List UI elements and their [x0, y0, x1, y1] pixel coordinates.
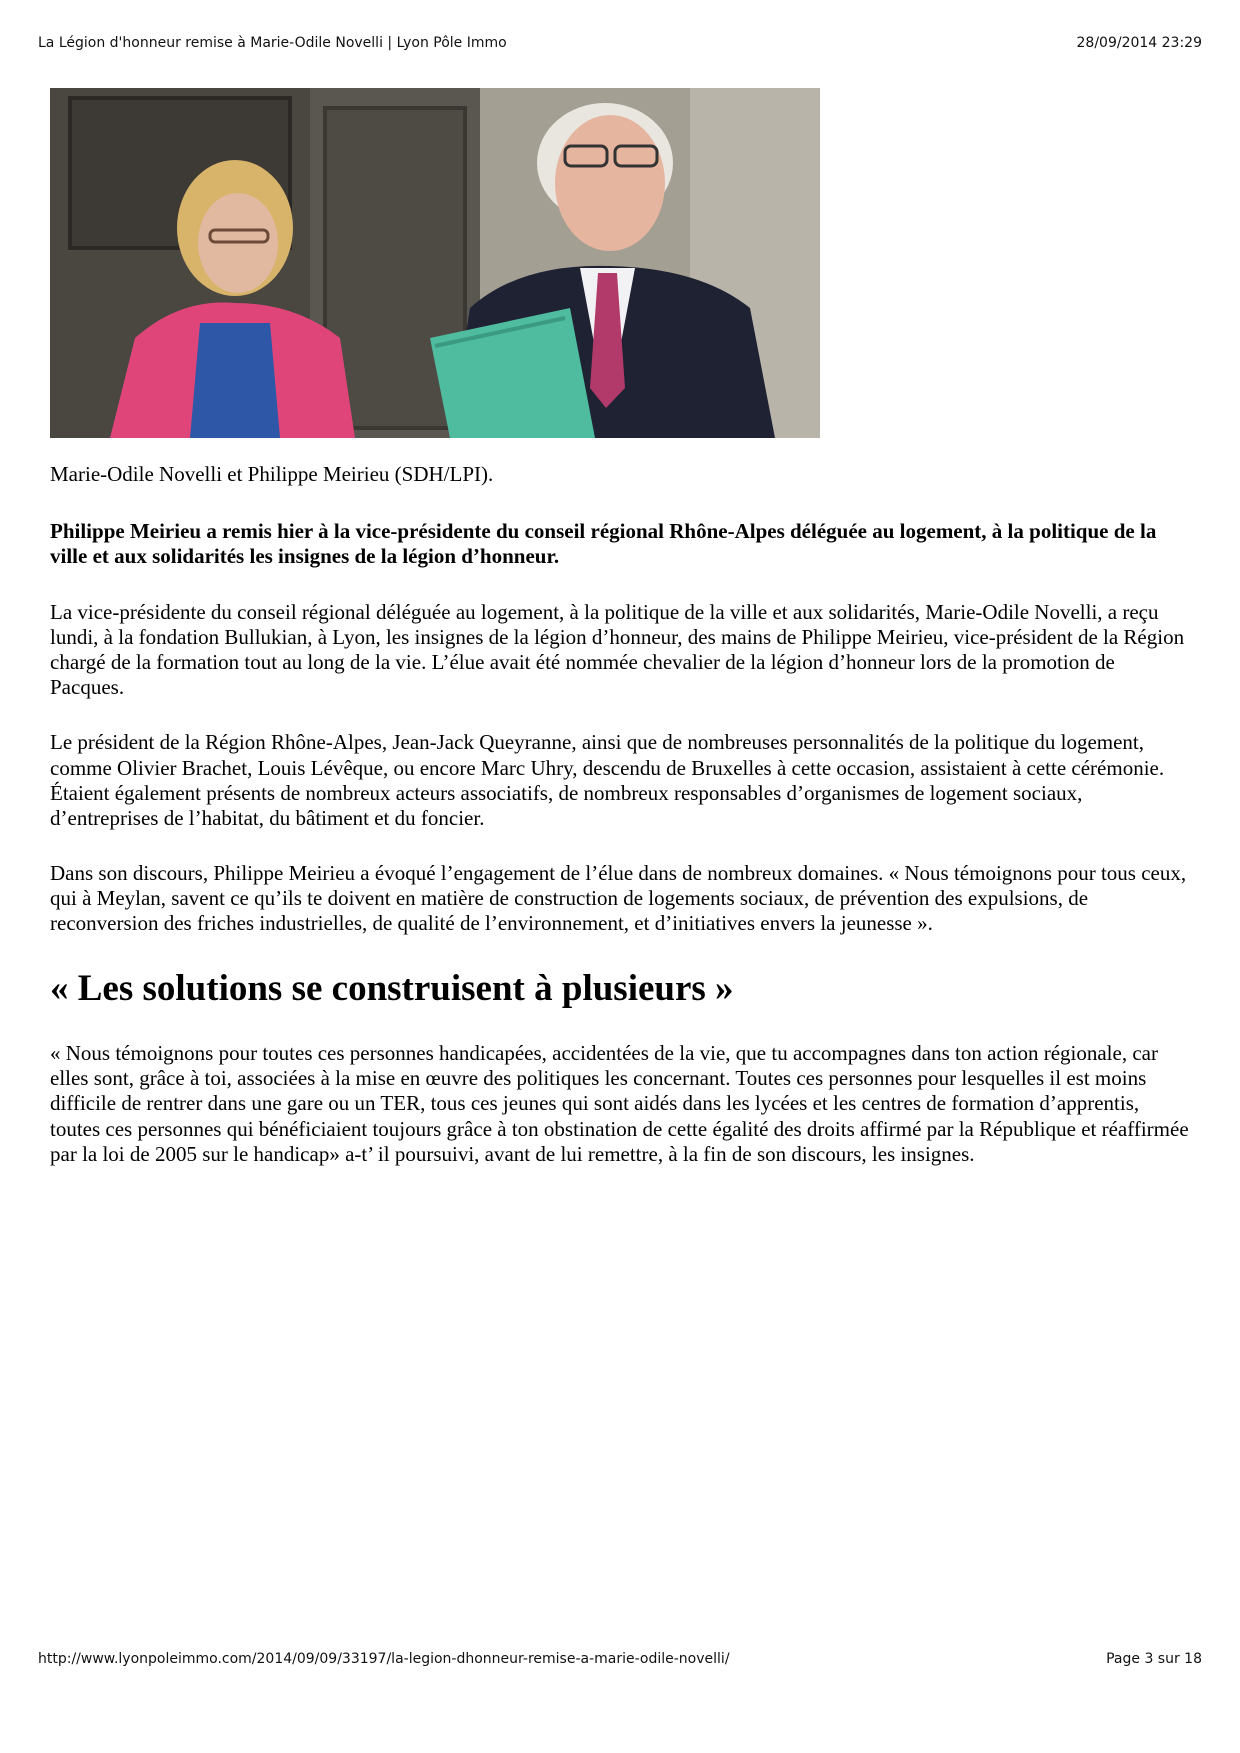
print-header [38, 35, 1202, 51]
article-lead: Philippe Meirieu a remis hier à la vice-présidente du conseil régional Rhône-Alpes déléguée au logement, à la politique de la ville et aux solidarités les insignes de la légion d’honneur. [50, 519, 1157, 569]
photo-caption: Marie-Odile Novelli et Philippe Meirieu (SDH/LPI). [50, 462, 494, 486]
article-paragraph: Dans son discours, Philippe Meirieu a évoqué l’engagement de l’élue dans de nombreux domaines. « Nous témoignons pour tous ceux, qui à Meylan, savent ce qu’ils te doivent en matière de construction de logements sociaux, de prévention des expulsions, de reconversion des friches industrielles, de qualité de l’environnement, et d’initiatives envers la jeunesse ». [50, 861, 1187, 936]
page-number: Page 3 sur 18 [1106, 1651, 1202, 1667]
article-paragraph: La vice-présidente du conseil régional déléguée au logement, à la politique de la ville et aux solidarités, Marie-Odile Novelli, a reçu lundi, à la fondation Bullukian, à Lyon, les insignes de la légion d’honneur, des mains de Philippe Meirieu, vice-président de la Région chargé de la formation tout au long de la vie. L’élue avait été nommée chevalier de la légion d’honneur lors de la promotion de Pacques. [50, 599, 1185, 700]
article [50, 88, 1190, 1167]
page-url[interactable]: http://www.lyonpoleimmo.com/2014/09/09/33197/la-legion-dhonneur-remise-a-marie-odile-novelli/ [38, 1651, 730, 1667]
print-footer [38, 1651, 1202, 1667]
article-photo [50, 88, 820, 438]
photo-illustration [50, 88, 820, 438]
print-datetime: 28/09/2014 23:29 [1076, 35, 1202, 51]
article-paragraph: Le président de la Région Rhône-Alpes, Jean-Jack Queyranne, ainsi que de nombreuses personnalités de la politique du logement, comme Olivier Brachet, Louis Lévêque, ou encore Marc Uhry, descendu de Bruxelles à cette occasion, assistaient à cette cérémonie. Étaient également présents de nombreux acteurs associatifs, de nombreux responsables d’organismes de logement sociaux, d’entreprises de l’habitat, du bâtiment et du foncier. [50, 730, 1165, 830]
section-heading: « Les solutions se construisent à plusieurs » [50, 967, 734, 1009]
article-paragraph: « Nous témoignons pour toutes ces personnes handicapées, accidentées de la vie, que tu accompagnes dans ton action régionale, car elles sont, grâce à toi, associées à la mise en œuvre des politiques les concernant. Toutes ces personnes pour lesquelles il est moins difficile de rentrer dans une gare ou un TER, tous ces jeunes qui sont aidés dans les lycées et les centres de formation d’apprentis, toutes ces personnes qui bénéficiaient toujours grâce à ton obstination de cette égalité des droits affirmé par la République et réaffirmée par la loi de 2005 sur le handicap» a-t’ il poursuivi, avant de lui remettre, à la fin de son discours, les insignes. [50, 1041, 1189, 1166]
page-title: La Légion d'honneur remise à Marie-Odile Novelli | Lyon Pôle Immo [38, 35, 507, 51]
